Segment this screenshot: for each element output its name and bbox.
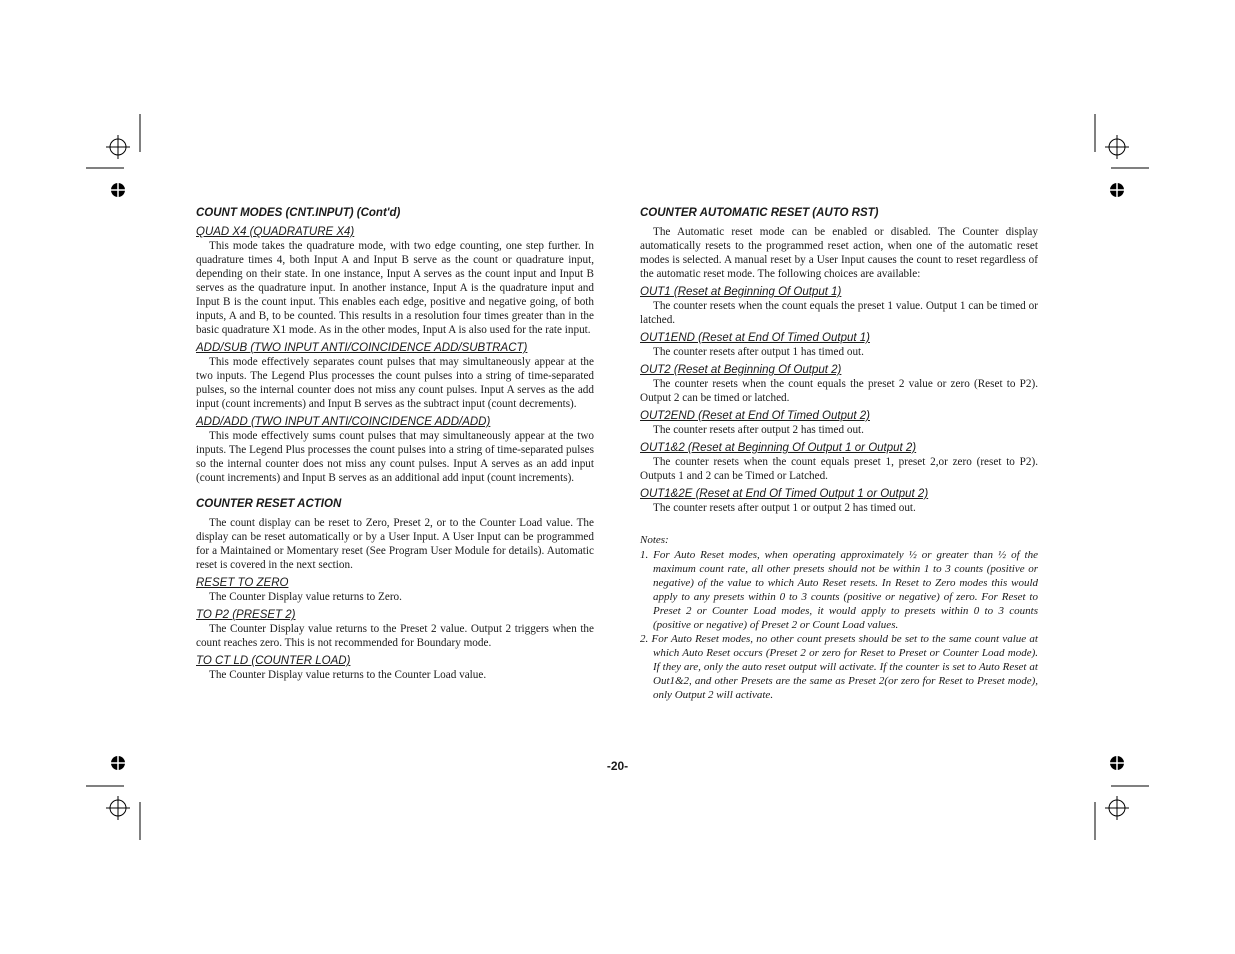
- right-column: [640, 206, 1038, 702]
- note-1: 1. For Auto Reset modes, when operating approximately ½ or greater than ½ of the maximum count rate, all other presets should not be within 1 to 3 counts (positive or negative) of the value to which Auto Reset resets. In Reset to Zero modes this would apply to any presets within 0 to 3 counts (positive or negative) of zero. For Reset to Preset 2 or Counter Load modes, it would apply to presets within 0 to 3 counts (positive or negative) of Preset 2 or Count Load values.: [640, 549, 1038, 631]
- heading-add-add: ADD/ADD (TWO INPUT ANTI/COINCIDENCE ADD/ADD): [196, 416, 491, 428]
- heading-out2end: OUT2END (Reset at End Of Timed Output 2): [640, 410, 870, 422]
- heading-reset-to-zero: RESET TO ZERO: [196, 577, 289, 589]
- left-column: [196, 206, 594, 682]
- paragraph-to-ct-ld: The Counter Display value returns to the Counter Load value.: [209, 669, 487, 681]
- paragraph-reset-to-zero: The Counter Display value returns to Zero.: [209, 591, 402, 603]
- paragraph-add-sub: This mode effectively separates count pulses that may simultaneously appear at the two inputs. The Legend Plus processes the count pulses into a string of time-separated pulses, so the internal counter does not miss any count pulses. Input A serves as the add input (count increments) and Input B serves as the subtract input (count decrements).: [196, 356, 594, 410]
- spacer: [196, 485, 594, 497]
- paragraph-out1: The counter resets when the count equals the preset 1 value. Output 1 can be timed or latched.: [640, 300, 1038, 326]
- paragraph-out1end: The counter resets after output 1 has timed out.: [653, 346, 864, 358]
- notes-title: Notes:: [640, 534, 669, 546]
- heading-out2: OUT2 (Reset at Beginning Of Output 2): [640, 364, 842, 376]
- heading-out1-2: OUT1&2 (Reset at Beginning Of Output 1 or Output 2): [640, 442, 917, 454]
- paragraph-add-add: This mode effectively sums count pulses that may simultaneously appear at the two inputs. The Legend Plus processes the count pulses into a string of time-separated pulses so the internal counter does not miss any count pulses. Input A serves as an add input (count increments) and Input B serves as an additional add input (count increments).: [196, 430, 594, 484]
- heading-to-p2: TO P2 (PRESET 2): [196, 609, 296, 621]
- paragraph-out1-2e: The counter resets after output 1 or output 2 has timed out.: [653, 502, 916, 514]
- heading-out1-2e: OUT1&2E (Reset at End Of Timed Output 1 or Output 2): [640, 488, 929, 500]
- heading-to-ct-ld: TO CT LD (COUNTER LOAD): [196, 655, 351, 667]
- paragraph-counter-reset-intro: The count display can be reset to Zero, Preset 2, or to the Counter Load value. The display can be reset automatically or by a User Input. A User Input can be programmed for a Maintained or Momentary reset (See Program User Module for details). Automatic reset is covered in the next section.: [196, 517, 594, 571]
- paragraph-quad-x4: This mode takes the quadrature mode, with two edge counting, one step further. In quadrature times 4, both Input A and Input B serve as the count or quadrature input, depending on their state. In one instance, Input A serves as the count input and Input B serves as the quadrature input. In another instance, Input A is the quadrature input and Input B is the count input. This enables each edge, positive and negative going, of both inputs, A and B, to be counted. This results in a resolution four times greater than in the basic quadrature X1 mode. As in the other modes, Input A is also used for the rate input.: [196, 240, 594, 336]
- heading-quad-x4: QUAD X4 (QUADRATURE X4): [196, 226, 355, 238]
- heading-out1end: OUT1END (Reset at End Of Timed Output 1): [640, 332, 870, 344]
- section-title-auto-reset: COUNTER AUTOMATIC RESET (AUTO RST): [640, 207, 879, 219]
- section-title-counter-reset-action: COUNTER RESET ACTION: [196, 498, 342, 510]
- heading-add-sub: ADD/SUB (TWO INPUT ANTI/COINCIDENCE ADD/SUBTRACT): [196, 342, 528, 354]
- paragraph-out2end: The counter resets after output 2 has timed out.: [653, 424, 864, 436]
- paragraph-out2: The counter resets when the count equals the preset 2 value or zero (Reset to P2). Output 2 can be timed or latched.: [640, 378, 1038, 404]
- page-number: -20-: [606, 759, 629, 773]
- section-title-count-modes: COUNT MODES (CNT.INPUT) (Cont'd): [196, 207, 401, 219]
- paragraph-out1-2: The counter resets when the count equals preset 1, preset 2,or zero (reset to P2). Outputs 1 and 2 can be Timed or Latched.: [640, 456, 1038, 482]
- notes-block: [640, 533, 1038, 702]
- paragraph-auto-reset-intro: The Automatic reset mode can be enabled or disabled. The Counter display automatically resets to the programmed reset action, when one of the automatic reset modes is selected. A manual reset by a User Input causes the count to reset regardless of the automatic reset mode. The following choices are available:: [640, 226, 1038, 280]
- note-2: 2. For Auto Reset modes, no other count presets should be set to the same count value at which Auto Reset occurs (Preset 2 or zero for Reset to Preset or Counter Load mode). If they are, only the auto reset output will activate. If the counter is set to Auto Reset at Out1&2, and other Presets are the same as Preset 2(or zero for Reset to Preset mode), only Output 2 will activate.: [640, 633, 1038, 701]
- heading-out1: OUT1 (Reset at Beginning Of Output 1): [640, 286, 842, 298]
- paragraph-to-p2: The Counter Display value returns to the Preset 2 value. Output 2 triggers when the count reaches zero. This is not recommended for Boundary mode.: [196, 623, 594, 649]
